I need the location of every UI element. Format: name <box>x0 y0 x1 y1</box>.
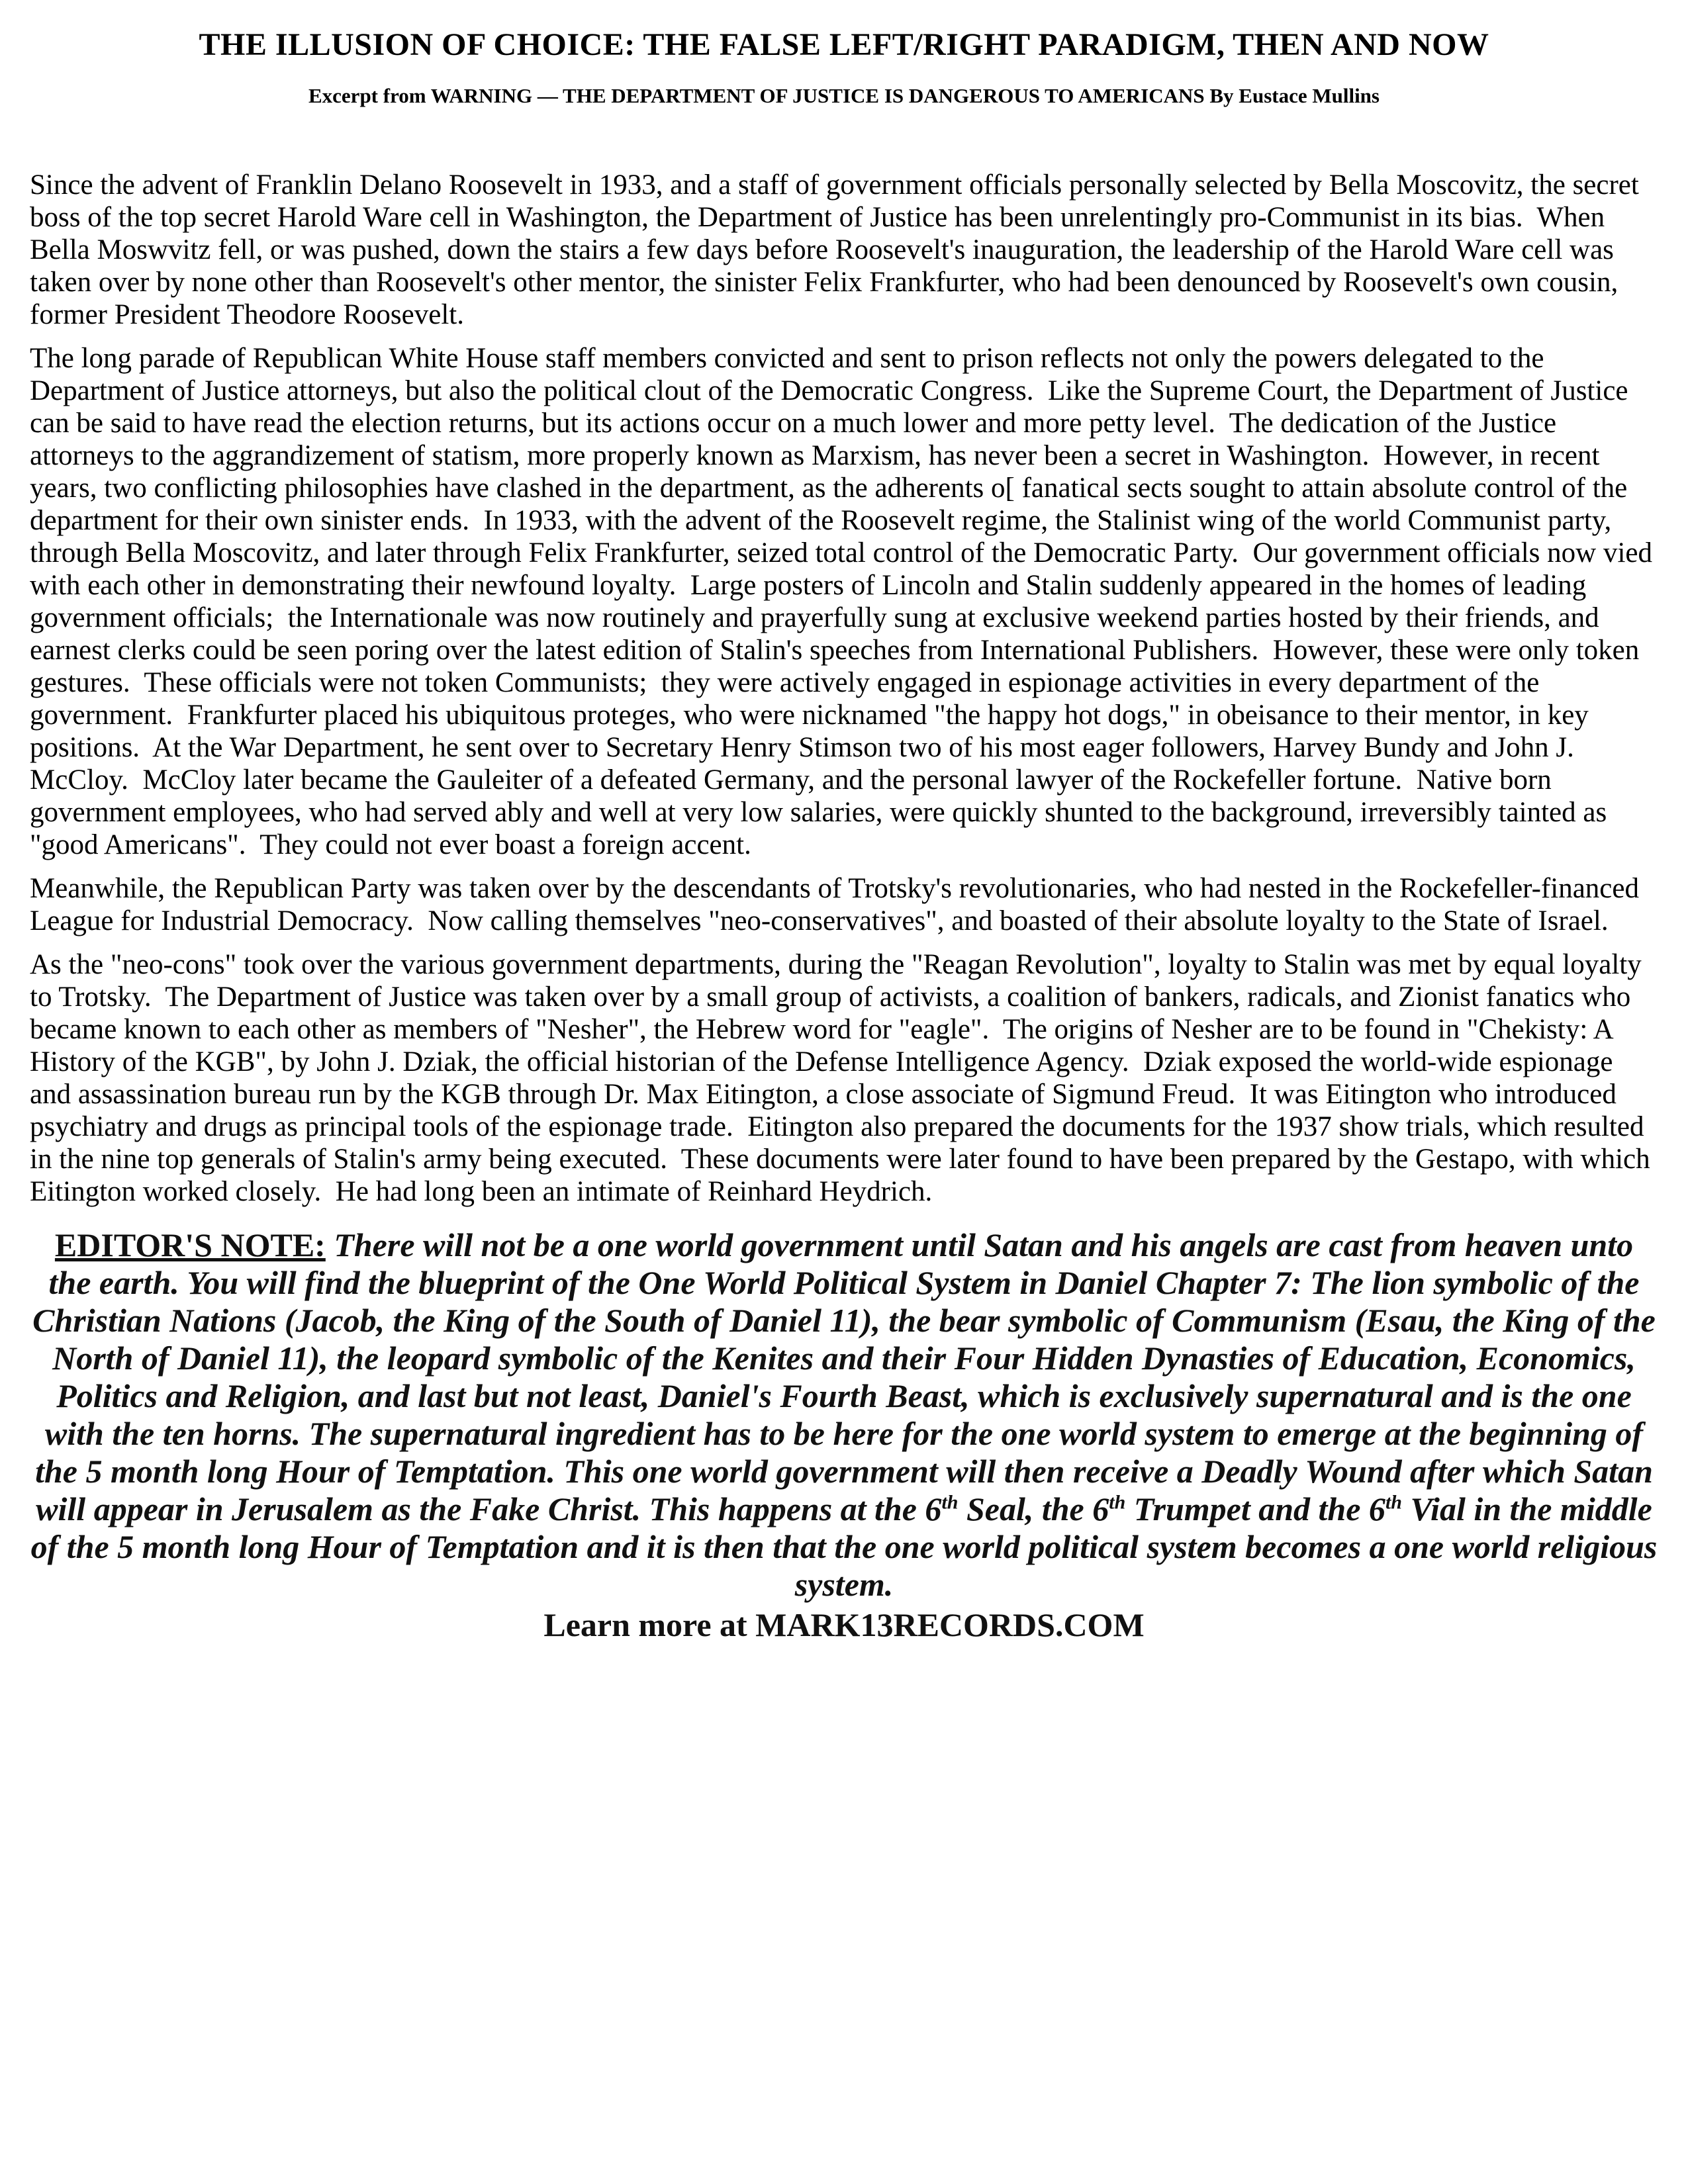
article-body <box>30 169 1658 1208</box>
subtitle-prefix: Excerpt from <box>308 84 431 107</box>
editor-note-label: EDITOR'S NOTE: <box>54 1226 326 1263</box>
paragraph-4: As the "neo-cons" took over the various government departments, during the "Reagan Revolution", loyalty to Stalin was met by equal loyalty to Trotsky. The Department of Justice was taken over by a small group of activists, a coalition of bankers, radicals, and Zionist fanatics who became known to each other as members of "Nesher", the Hebrew word for "eagle". The origins of Nesher are to be found in "Chekisty: A History of the KGB", by John J. Dziak, the official historian of the Defense Intelligence Agency. Dziak exposed the world-wide espionage and assassination bureau run by the KGB through Dr. Max Eitington, a close associate of Sigmund Freud. It was Eitington who introduced psychiatry and drugs as principal tools of the espionage trade. Eitington also prepared the documents for the 1937 show trials, which resulted in the nine top generals of Stalin's army being executed. These documents were later found to have been prepared by the Gestapo, with which Eitington worked closely. He had long been an intimate of Reinhard Heydrich. <box>30 949 1658 1207</box>
paragraph-3: Meanwhile, the Republican Party was taken over by the descendants of Trotsky's revolutionaries, who had nested in the Rockefeller-financed League for Industrial Democracy. Now calling themselves "neo-conservatives", and boasted of their absolute loyalty to the State of Israel. <box>30 873 1646 936</box>
subtitle-byline: By Eustace Mullins <box>1204 84 1380 107</box>
page-title: THE ILLUSION OF CHOICE: THE FALSE LEFT/RIGHT PARADIGM, THEN AND NOW <box>199 27 1489 62</box>
paragraph-2: The long parade of Republican White House staff members convicted and sent to prison reflects not only the powers delegated to the Department of Justice attorneys, but also the political clout of the Democratic Congress. Like the Supreme Court, the Department of Justice can be said to have read the election returns, but its actions occur on a much lower and more petty level. The dedication of the Justice attorneys to the aggrandizement of statism, more properly known as Marxism, has never been a secret in Washington. However, in recent years, two conflicting philosophies have clashed in the department, as the adherents o[ fanatical sects sought to attain absolute control of the department for their own sinister ends. In 1933, with the advent of the Roosevelt regime, the Stalinist wing of the world Communist party, through Bella Moscovitz, and later through Felix Frankfurter, seized total control of the Democratic Party. Our government officials now vied with each other in demonstrating their newfound loyalty. Large posters of Lincoln and Stalin suddenly appeared in the homes of leading government officials; the Internationale was now routinely and prayerfully sung at exclusive weekend parties hosted by their friends, and earnest clerks could be seen poring over the latest edition of Stalin's speeches from International Publishers. However, these were only token gestures. These officials were not token Communists; they were actively engaged in espionage activities in every department of the government. Frankfurter placed his ubiquitous proteges, who were nicknamed "the happy hot dogs," in obeisance to their mentor, in key positions. At the War Department, he sent over to Secretary Henry Stimson two of his most eager followers, Harvey Bundy and John J. McCloy. McCloy later became the Gauleiter of a defeated Germany, and the personal lawyer of the Rockefeller fortune. Native born government employees, who had served ably and well at very low salaries, were quickly shunted to the background, irreversibly tainted as "good Americans". They could not ever boast a foreign accent. <box>30 343 1660 860</box>
footer-text: Learn more at MARK13RECORDS.COM <box>543 1606 1145 1643</box>
subtitle <box>30 84 1658 108</box>
editor-note-text: There will not be a one world government until Satan and his angels are cast from heaven unto the earth. You will find the blueprint of the One World Political System in Daniel Chapter 7: The lion symbolic of the Christian Nations (Jacob, the King of the South of Daniel 11), the bear symbolic of Communism (Esau, the King of the North of Daniel 11), the leopard symbolic of the Kenites and their Four Hidden Dynasties of Education, Economics, Politics and Religion, and last but not least, Daniel's Fourth Beast, which is exclusively supernatural and is the one with the ten horns. The supernatural ingredient has to be here for the one world system to emerge at the beginning of the 5 month long Hour of Temptation. This one world government will then receive a Deadly Wound after which Satan will appear in Jerusalem as the Fake Christ. This happens at the 6th Seal, the 6th Trumpet and the 6th Vial in the middle of the 5 month long Hour of Temptation and it is then that the one world political system becomes a one world religious system. <box>30 1226 1658 1603</box>
paragraph-1: Since the advent of Franklin Delano Roosevelt in 1933, and a staff of government officials personally selected by Bella Moscovitz, the secret boss of the top secret Harold Ware cell in Washington, the Department of Justice has been unrelentingly pro-Communist in its bias. When Bella Moswvitz fell, or was pushed, down the stairs a few days before Roosevelt's inauguration, the leadership of the Harold Ware cell was taken over by none other than Roosevelt's other mentor, the sinister Felix Frankfurter, who had been denounced by Roosevelt's own cousin, former President Theodore Roosevelt. <box>30 169 1646 330</box>
editor-note <box>30 1226 1658 1644</box>
subtitle-work-title: WARNING — THE DEPARTMENT OF JUSTICE IS DANGEROUS TO AMERICANS <box>430 84 1205 107</box>
